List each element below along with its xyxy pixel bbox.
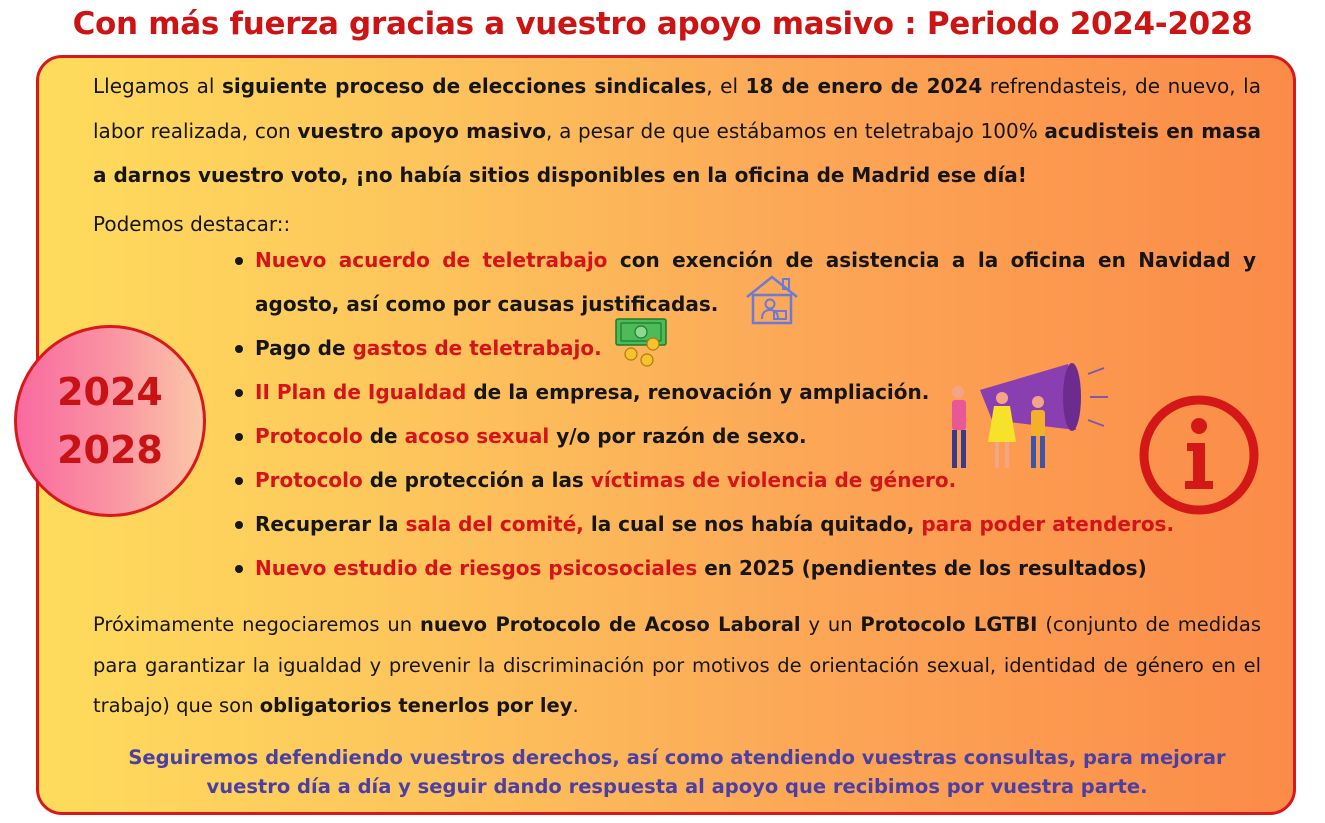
list-item: Protocolo de protección a las víctimas de violencia de género.	[232, 458, 1256, 502]
home-office-icon	[743, 273, 801, 325]
list-item: Pago de gastos de teletrabajo.	[232, 326, 1256, 370]
money-icon	[613, 316, 671, 368]
page-title: Con más fuerza gracias a vuestro apoyo masivo : Periodo 2024-2028	[72, 6, 1253, 42]
list-item: Protocolo de acoso sexual y/o por razón de sexo.	[232, 414, 1256, 458]
closing-message: Seguiremos defendiendo vuestros derechos, así como atendiendo vuestras consultas, para mejorar vuestro día a día y seguir dando respuesta al apoyo que recibimos por vuestra parte.	[128, 746, 1226, 798]
period-end: 2028	[57, 428, 163, 472]
highlights-label: Podemos destacar::	[93, 212, 291, 236]
list-item: Recuperar la sala del comité, la cual se nos había quitado, para poder atenderos.	[232, 502, 1256, 546]
upcoming-paragraph: Próximamente negociaremos un nuevo Protocolo de Acoso Laboral y un Protocolo LGTBI (conjunto de medidas para garantizar la igualdad y prevenir la discriminación por motivos de orientación sexual, identidad de género en el trabajo) que son obligatorios tenerlos por ley.	[93, 613, 1262, 717]
info-icon	[1137, 393, 1261, 517]
megaphone-women-icon	[940, 360, 1110, 472]
intro-paragraph: Llegamos al siguiente proceso de elecciones sindicales, el 18 de enero de 2024 refrendasteis, de nuevo, la labor realizada, con vuestro apoyo masivo, a pesar de que estábamos en teletrabajo 100% acudisteis en masa a darnos vuestro voto, ¡no había sitios disponibles en la oficina de Madrid ese día!	[93, 74, 1262, 187]
list-item: Nuevo estudio de riesgos psicosociales en 2025 (pendientes de los resultados)	[232, 546, 1256, 590]
list-item: II Plan de Igualdad de la empresa, renovación y ampliación.	[232, 370, 1256, 414]
period-badge	[14, 325, 206, 517]
period-start: 2024	[57, 370, 163, 414]
list-item: Nuevo acuerdo de teletrabajo con exención de asistencia a la oficina en Navidad y agosto, así como por causas justificadas.	[232, 238, 1256, 326]
